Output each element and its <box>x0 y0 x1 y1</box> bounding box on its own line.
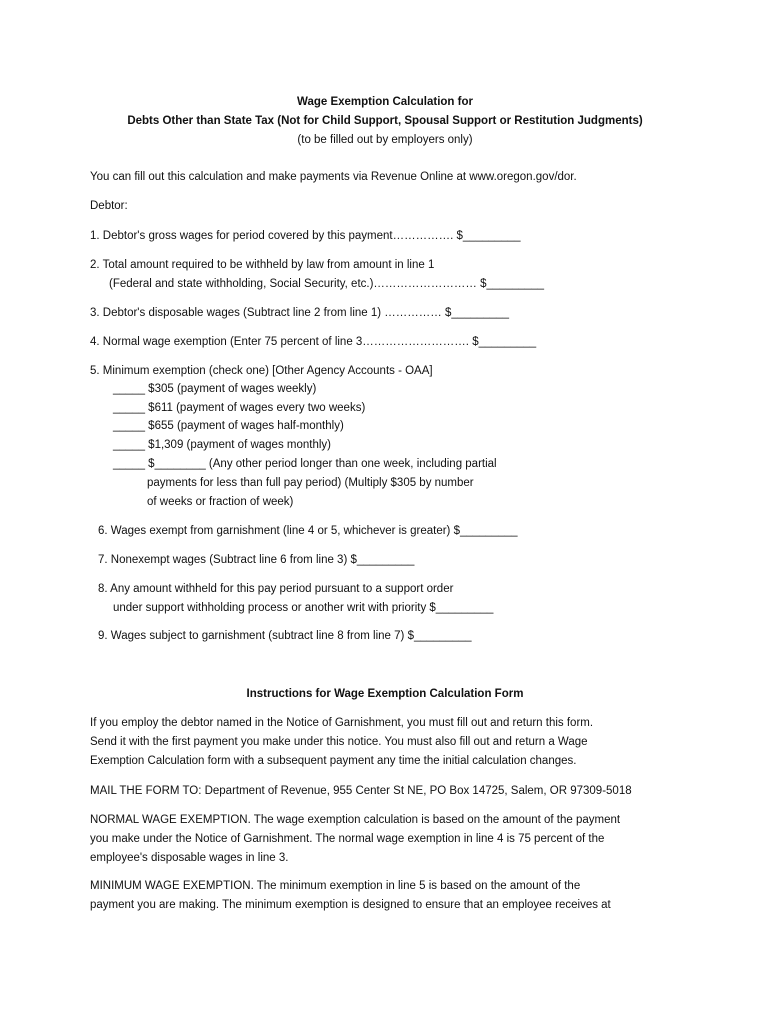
line-2: 2. Total amount required to be withheld by law from amount in line 1 <box>90 259 435 271</box>
line-7: 7. Nonexempt wages (Subtract line 6 from line 3) $_________ <box>98 554 415 566</box>
instructions-paragraph: Send it with the first payment you make under this notice. You must also fill out and return a Wage <box>90 736 588 748</box>
line-6: 6. Wages exempt from garnishment (line 4 or 5, whichever is greater) $_________ <box>98 525 518 537</box>
instructions-paragraph: Exemption Calculation form with a subsequent payment any time the initial calculation changes. <box>90 755 577 767</box>
line-8: 8. Any amount withheld for this pay period pursuant to a support order <box>98 583 454 595</box>
instructions-heading: Instructions for Wage Exemption Calculation Form <box>246 688 524 700</box>
normal-exemption-paragraph: you make under the Notice of Garnishment. The normal wage exemption in line 4 is 75 percent of the <box>90 833 605 845</box>
minimum-exemption-paragraph: MINIMUM WAGE EXEMPTION. The minimum exemption in line 5 is based on the amount of the <box>90 880 581 892</box>
option-other-detail: payments for less than full pay period) (Multiply $305 by number <box>147 477 474 489</box>
line-4: 4. Normal wage exemption (Enter 75 percent of line 3………………………. $_________ <box>90 336 537 348</box>
option-other: _____ $________ (Any other period longer than one week, including partial <box>113 458 497 470</box>
option-other-detail-2: of weeks or fraction of week) <box>147 496 294 508</box>
minimum-exemption-paragraph: payment you are making. The minimum exemption is designed to ensure that an employee receives at <box>90 899 611 911</box>
option-half-monthly: _____ $655 (payment of wages half-monthly) <box>113 420 344 432</box>
form-title: Wage Exemption Calculation for <box>297 96 473 108</box>
normal-exemption-paragraph: employee's disposable wages in line 3. <box>90 852 289 864</box>
line-8-detail: under support withholding process or another writ with priority $_________ <box>113 602 494 614</box>
form-note: (to be filled out by employers only) <box>297 134 473 146</box>
debtor-label: Debtor: <box>90 200 128 212</box>
option-biweekly: _____ $611 (payment of wages every two weeks) <box>113 402 366 414</box>
intro-text: You can fill out this calculation and make payments via Revenue Online at www.oregon.gov/dor. <box>90 171 577 183</box>
line-5: 5. Minimum exemption (check one) [Other Agency Accounts - OAA] <box>90 365 433 377</box>
instructions-paragraph: If you employ the debtor named in the Notice of Garnishment, you must fill out and return this form. <box>90 717 594 729</box>
form-subtitle: Debts Other than State Tax (Not for Child Support, Spousal Support or Restitution Judgments) <box>127 115 643 127</box>
line-2-detail: (Federal and state withholding, Social Security, etc.)……………………… $_________ <box>109 278 545 290</box>
normal-exemption-paragraph: NORMAL WAGE EXEMPTION. The wage exemption calculation is based on the amount of the payment <box>90 814 621 826</box>
option-weekly: _____ $305 (payment of wages weekly) <box>113 383 317 395</box>
line-1: 1. Debtor's gross wages for period covered by this payment……………. $_________ <box>90 230 521 242</box>
line-3: 3. Debtor's disposable wages (Subtract line 2 from line 1) …………… $_________ <box>90 307 509 319</box>
option-monthly: _____ $1,309 (payment of wages monthly) <box>113 439 331 451</box>
line-9: 9. Wages subject to garnishment (subtract line 8 from line 7) $_________ <box>98 630 472 642</box>
mailing-address: MAIL THE FORM TO: Department of Revenue, 955 Center St NE, PO Box 14725, Salem, OR 97309-5018 <box>90 785 632 797</box>
